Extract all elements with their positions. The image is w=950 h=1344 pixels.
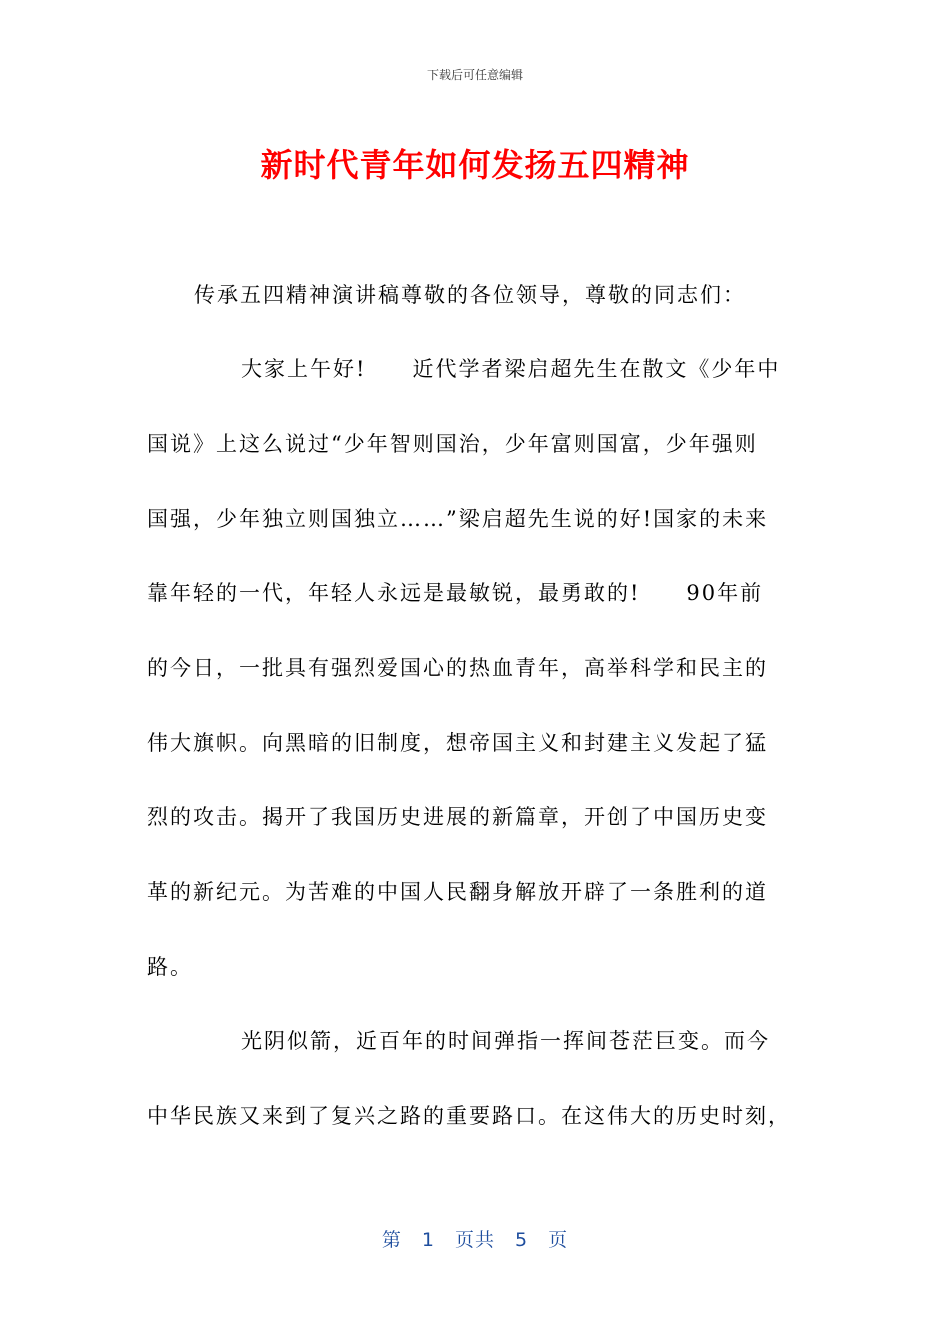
body-line: 中华民族又来到了复兴之路的重要路口。在这伟大的历史时刻， xyxy=(147,1104,791,1128)
body-line: 大家上午好! 近代学者梁启超先生在散文《少年中 xyxy=(241,357,781,381)
body-line: 革的新纪元。为苦难的中国人民翻身解放开辟了一条胜利的道 xyxy=(147,880,768,904)
page-number-footer: 第 1 页共 5 页 xyxy=(381,1229,569,1251)
body-line: 烈的攻击。揭开了我国历史进展的新篇章，开创了中国历史变 xyxy=(147,805,768,829)
header-note: 下载后可任意编辑 xyxy=(426,68,523,82)
document-title: 新时代青年如何发扬五四精神 xyxy=(260,146,690,184)
body-line-salutation: 传承五四精神演讲稿尊敬的各位领导，尊敬的同志们： xyxy=(194,283,746,307)
body-line: 伟大旗帜。向黑暗的旧制度，想帝国主义和封建主义发起了猛 xyxy=(147,731,768,755)
body-line: 光阴似箭，近百年的时间弹指一挥间苍茫巨变。而今 xyxy=(241,1029,770,1053)
body-line: 靠年轻的一代，年轻人永远是最敏锐，最勇敢的! 90年前 xyxy=(147,581,764,605)
body-line: 的今日，一批具有强烈爱国心的热血青年，高举科学和民主的 xyxy=(147,656,768,680)
body-line: 国强，少年独立则国独立……”梁启超先生说的好!国家的未来 xyxy=(147,507,769,531)
body-line: 路。 xyxy=(147,955,193,979)
body-line: 国说》上这么说过“少年智则国治，少年富则国富，少年强则 xyxy=(147,432,758,456)
